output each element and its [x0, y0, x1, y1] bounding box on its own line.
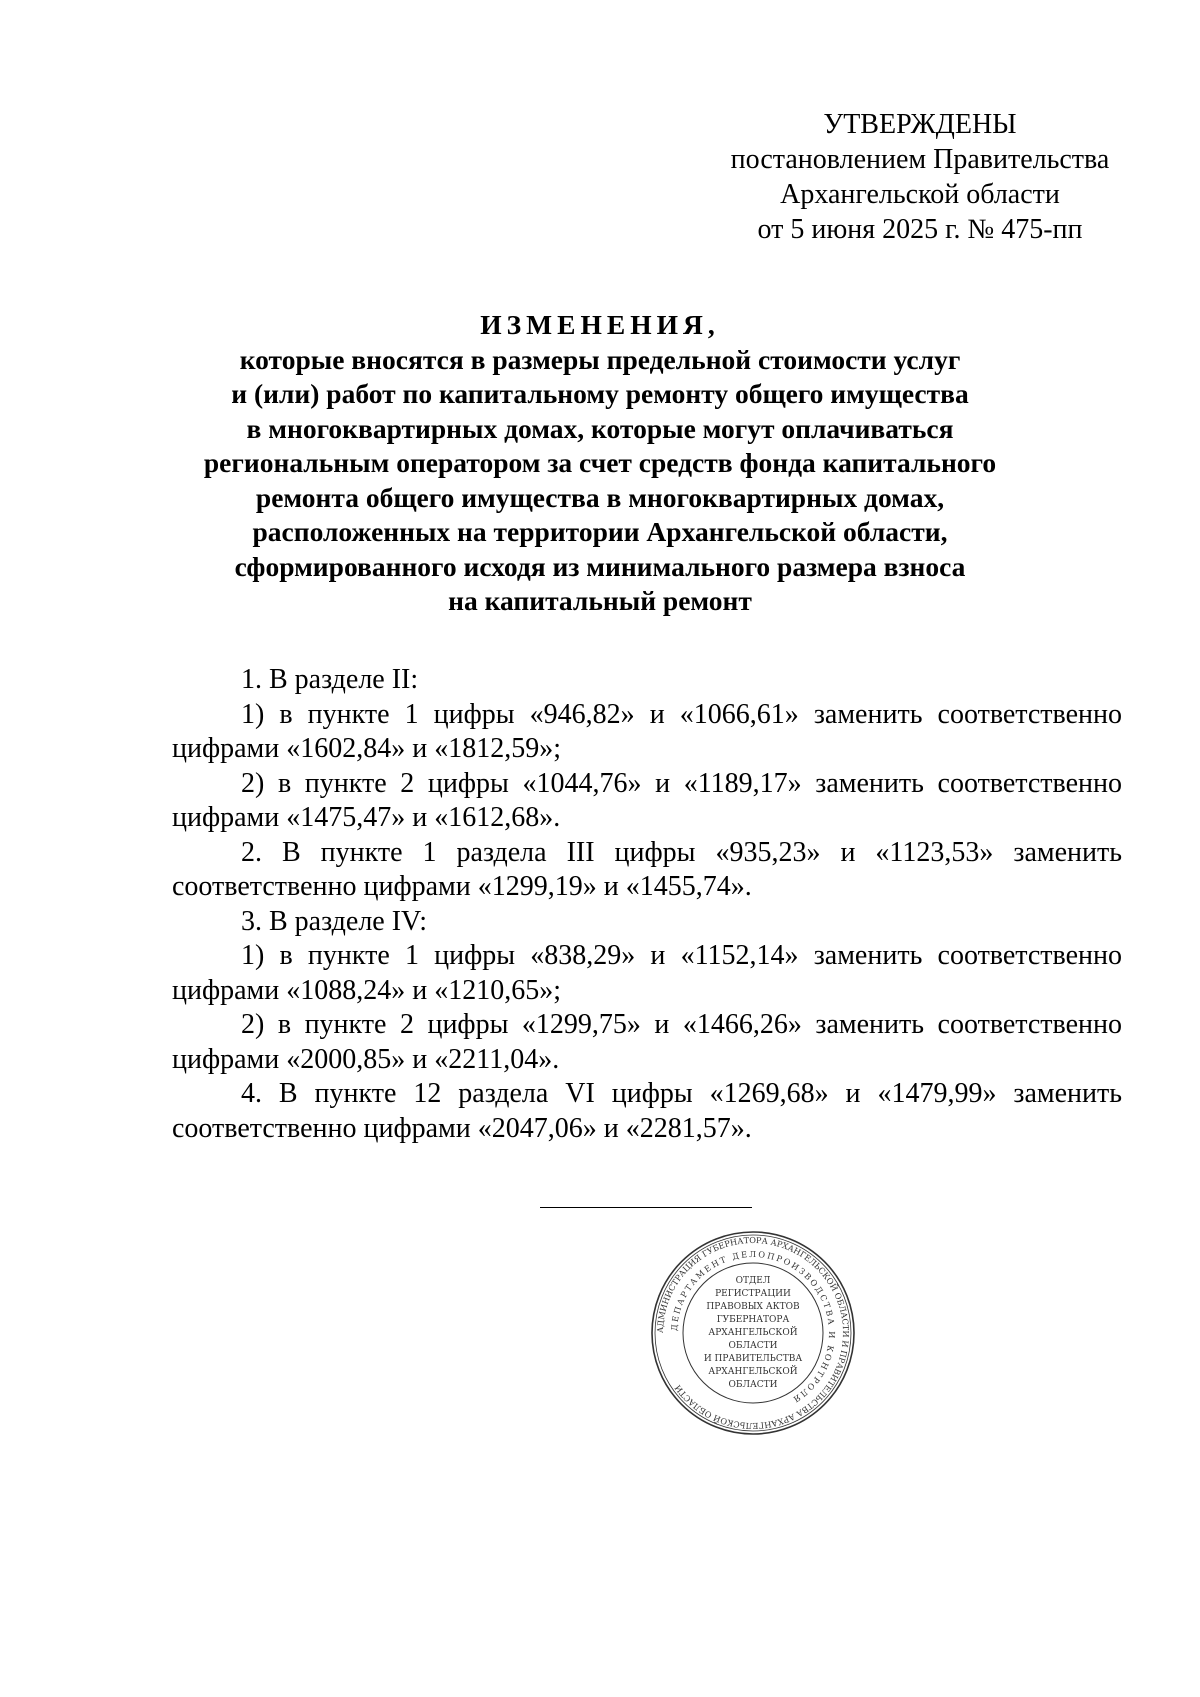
seal-center-line: ПРАВОВЫХ АКТОВ: [706, 1302, 800, 1312]
subitem-4-1: 1) в пункте 1 цифры «838,29» и «1152,14» заменить соответственно цифрами «1088,24» и «1210,65»;: [172, 940, 1122, 1006]
seal-center-line: ОБЛАСТИ: [728, 1341, 778, 1351]
title-line: которые вносятся в размеры предельной стоимости услуг: [239, 343, 961, 375]
title-line: и (или) работ по капитальному ремонту общего имущества: [231, 378, 969, 409]
document-body: [172, 663, 1122, 1146]
seal-center-line: АРХАНГЕЛЬСКОЙ: [708, 1328, 798, 1338]
title-line: сформированного исходя из минимального размера взноса: [234, 550, 966, 582]
approval-block: [690, 107, 1150, 247]
title-line: на капитальный ремонт: [448, 585, 752, 616]
title-line: ремонта общего имущества в многоквартирных домах,: [255, 481, 945, 513]
seal-center-line: АРХАНГЕЛЬСКОЙ: [708, 1367, 798, 1377]
title-line: в многоквартирных домах, которые могут оплачиваться: [246, 412, 954, 444]
item-section-2: 1. В разделе II:: [241, 664, 419, 695]
approval-line: Архангельской области: [780, 179, 1060, 210]
approval-date-number: от 5 июня 2025 г. № 475-пп: [757, 214, 1083, 245]
seal-center-text: [704, 1276, 803, 1390]
approval-line: постановлением Правительства: [730, 144, 1110, 175]
subitem-2-2: 2) в пункте 2 цифры «1044,76» и «1189,17» заменить соответственно цифрами «1475,47» и «1612,68».: [172, 767, 1122, 833]
item-section-6: 4. В пункте 12 раздела VI цифры «1269,68» и «1479,99» заменить соответственно цифрами «2047,06» и «2281,57».: [172, 1078, 1122, 1144]
subitem-4-2: 2) в пункте 2 цифры «1299,75» и «1466,26» заменить соответственно цифрами «2000,85» и «2211,04».: [172, 1009, 1122, 1075]
seal-center-line: РЕГИСТРАЦИИ: [715, 1289, 791, 1299]
subitem-2-1: 1) в пункте 1 цифры «946,82» и «1066,61» заменить соответственно цифрами «1602,84» и «1812,59»;: [172, 698, 1122, 764]
seal-center-line: ОБЛАСТИ: [728, 1380, 778, 1390]
official-seal: [648, 1228, 858, 1438]
seal-center-line: ОТДЕЛ: [735, 1276, 771, 1286]
item-section-4: 3. В разделе IV:: [241, 905, 427, 937]
item-section-3: 2. В пункте 1 раздела III цифры «935,23» и «1123,53» заменить соответственно цифрами «1299,19» и «1455,74».: [172, 836, 1122, 902]
title-line: региональным оператором за счет средств фонда капитального: [203, 447, 997, 478]
seal-center-line: И ПРАВИТЕЛЬСТВА: [703, 1354, 803, 1364]
title-line: расположенных на территории Архангельской области,: [252, 516, 948, 547]
seal-center-line: ГУБЕРНАТОРА: [716, 1315, 790, 1325]
closing-rule: [540, 1207, 752, 1208]
seal-inner-ring-text: ДЕПАРТАМЕНТ ДЕЛОПРОИЗВОДСТВА И КОНТРОЛЯ: [668, 1248, 838, 1406]
title-heading: ИЗМЕНЕНИЯ,: [480, 309, 720, 340]
document-title: [180, 308, 1020, 619]
approval-title: УТВЕРЖДЕНЫ: [823, 109, 1017, 140]
seal-outer-text: АДМИНИСТРАЦИЯ ГУБЕРНАТОРА АРХАНГЕЛЬСКОЙ ОБЛАСТИ И ПРАВИТЕЛЬСТВА АРХАНГЕЛЬСКОЙ ОБЛАСТИ: [654, 1234, 852, 1432]
